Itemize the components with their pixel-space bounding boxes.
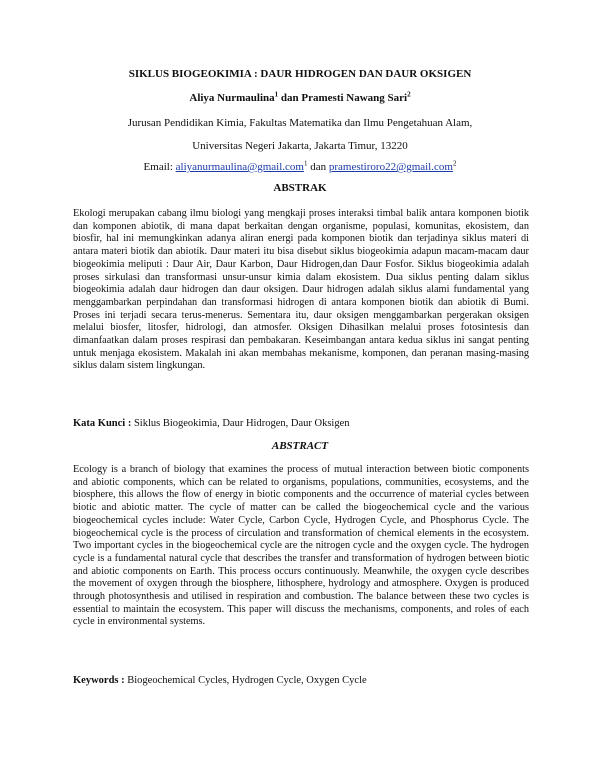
author-2: Pramesti Nawang Sari	[301, 92, 408, 104]
email-connector: dan	[307, 161, 329, 173]
abstract-body: Ecology is a branch of biology that examines the process of mutual interaction between biotic components and abiotic components, which can be related to organisms, populations, communities, ecosystems, and the biosphere, this allows the flow of energy in biotic components and the occurrence of material cycles between biotic and abiotic matter. The cycle of matter can be called the biogeochemical cycle and the various biogeochemical cycles include: Water Cycle, Carbon Cycle, Hydrogen Cycle, and Phosphorus Cycle. The biogeochemical cycle is the process of circulation and transformation of chemical elements in the ecosystem. Two important cycles in the biogeochemical cycle are the nitrogen cycle and the oxygen cycle. The hydrogen cycle is a fundamental natural cycle that describes the transfer and transformation of hydrogen between biotic and abiotic components on Earth. This process occurs continuously. Meanwhile, the oxygen cycle describes the movement of oxygen through the biosphere, lithosphere, hydrology and atmosphere. Oxygen is produced through photosynthesis and utilised in respiration and combustion. The balance between these two cycles is essential to maintain the ecosystem. This paper will discuss the mechanisms, components, and roles of each cycle in environmental systems.	[73, 464, 529, 628]
email-2-sup: 2	[452, 159, 457, 168]
abstract-heading: ABSTRACT	[271, 440, 329, 452]
author-1: Aliya Nurmaulina	[189, 92, 275, 104]
email-link-2[interactable]: pramestiroro22@gmail.com	[328, 161, 453, 173]
email-line	[0, 161, 600, 173]
paper-title: SIKLUS BIOGEOKIMIA : DAUR HIDROGEN DAN DAUR OKSIGEN	[128, 68, 472, 80]
kata-kunci-line	[73, 418, 349, 429]
kata-kunci-label: Kata Kunci :	[73, 418, 134, 429]
email-1-sup: 1	[303, 159, 308, 168]
affiliation-line-2: Universitas Negeri Jakarta, Jakarta Timur, 13220	[192, 140, 408, 152]
abstrak-heading: ABSTRAK	[273, 182, 327, 194]
abstrak-body: Ekologi merupakan cabang ilmu biologi yang mengkaji proses interaksi timbal balik antara komponen biotik dan komponen abiotik, di mana dapat berkaitan dengan organisme, populasi, komunitas, ekosistem, dan biosfir, hal ini memungkinkan adanya aliran energi pada komponen biotik dan terjadinya siklus materi di antara materi biotik dan abiotik. Daur materi itu bisa disebut siklus biogeokimia adapun macam-macam daur biogeokimia meliputi : Daur Air, Daur Karbon, Daur Hidrogen,dan Daur Fosfor. Siklus biogeokimia adalah proses sirkulasi dan transformasi unsur-unsur kimia dalam ekosistem. Dua siklus penting dalam siklus biogeokimia adalah daur hidrogen dan daur oksigen. Daur hidrogen adalah siklus alami fundamental yang menggambarkan perpindahan dan transformasi hidrogen di antara komponen biotik dan abiotik di Bumi. Proses ini terjadi secara terus-menerus. Sementara itu, daur oksigen menggambarkan pergerakan oksigen melalui biosfer, litosfer, hidrologi, dan atmosfer. Oksigen Dihasilkan melalui proses fotosintesis dan dimanfaatkan dalam proses respirasi dan pembakaran. Keseimbangan antara kedua siklus ini sangat penting untuk menjaga ekosistem. Makalah ini akan membahas mekanisme, komponen, dan peranan masing-masing siklus dalam sistem lingkungan.	[73, 208, 529, 372]
author-1-sup: 1	[274, 90, 279, 99]
email-link-1[interactable]: aliyanurmaulina@gmail.com	[175, 161, 304, 173]
author-2-sup: 2	[407, 90, 411, 99]
kata-kunci-values: Siklus Biogeokimia, Daur Hidrogen, Daur Oksigen	[133, 418, 350, 429]
email-label: Email:	[143, 161, 176, 173]
affiliation-line-1: Jurusan Pendidikan Kimia, Fakultas Matematika dan Ilmu Pengetahuan Alam,	[127, 117, 473, 129]
keywords-label: Keywords :	[73, 675, 128, 686]
keywords-values: Biogeochemical Cycles, Hydrogen Cycle, Oxygen Cycle	[127, 675, 367, 686]
author-line	[0, 92, 600, 104]
keywords-line	[73, 675, 367, 686]
author-connector: dan	[278, 92, 302, 104]
